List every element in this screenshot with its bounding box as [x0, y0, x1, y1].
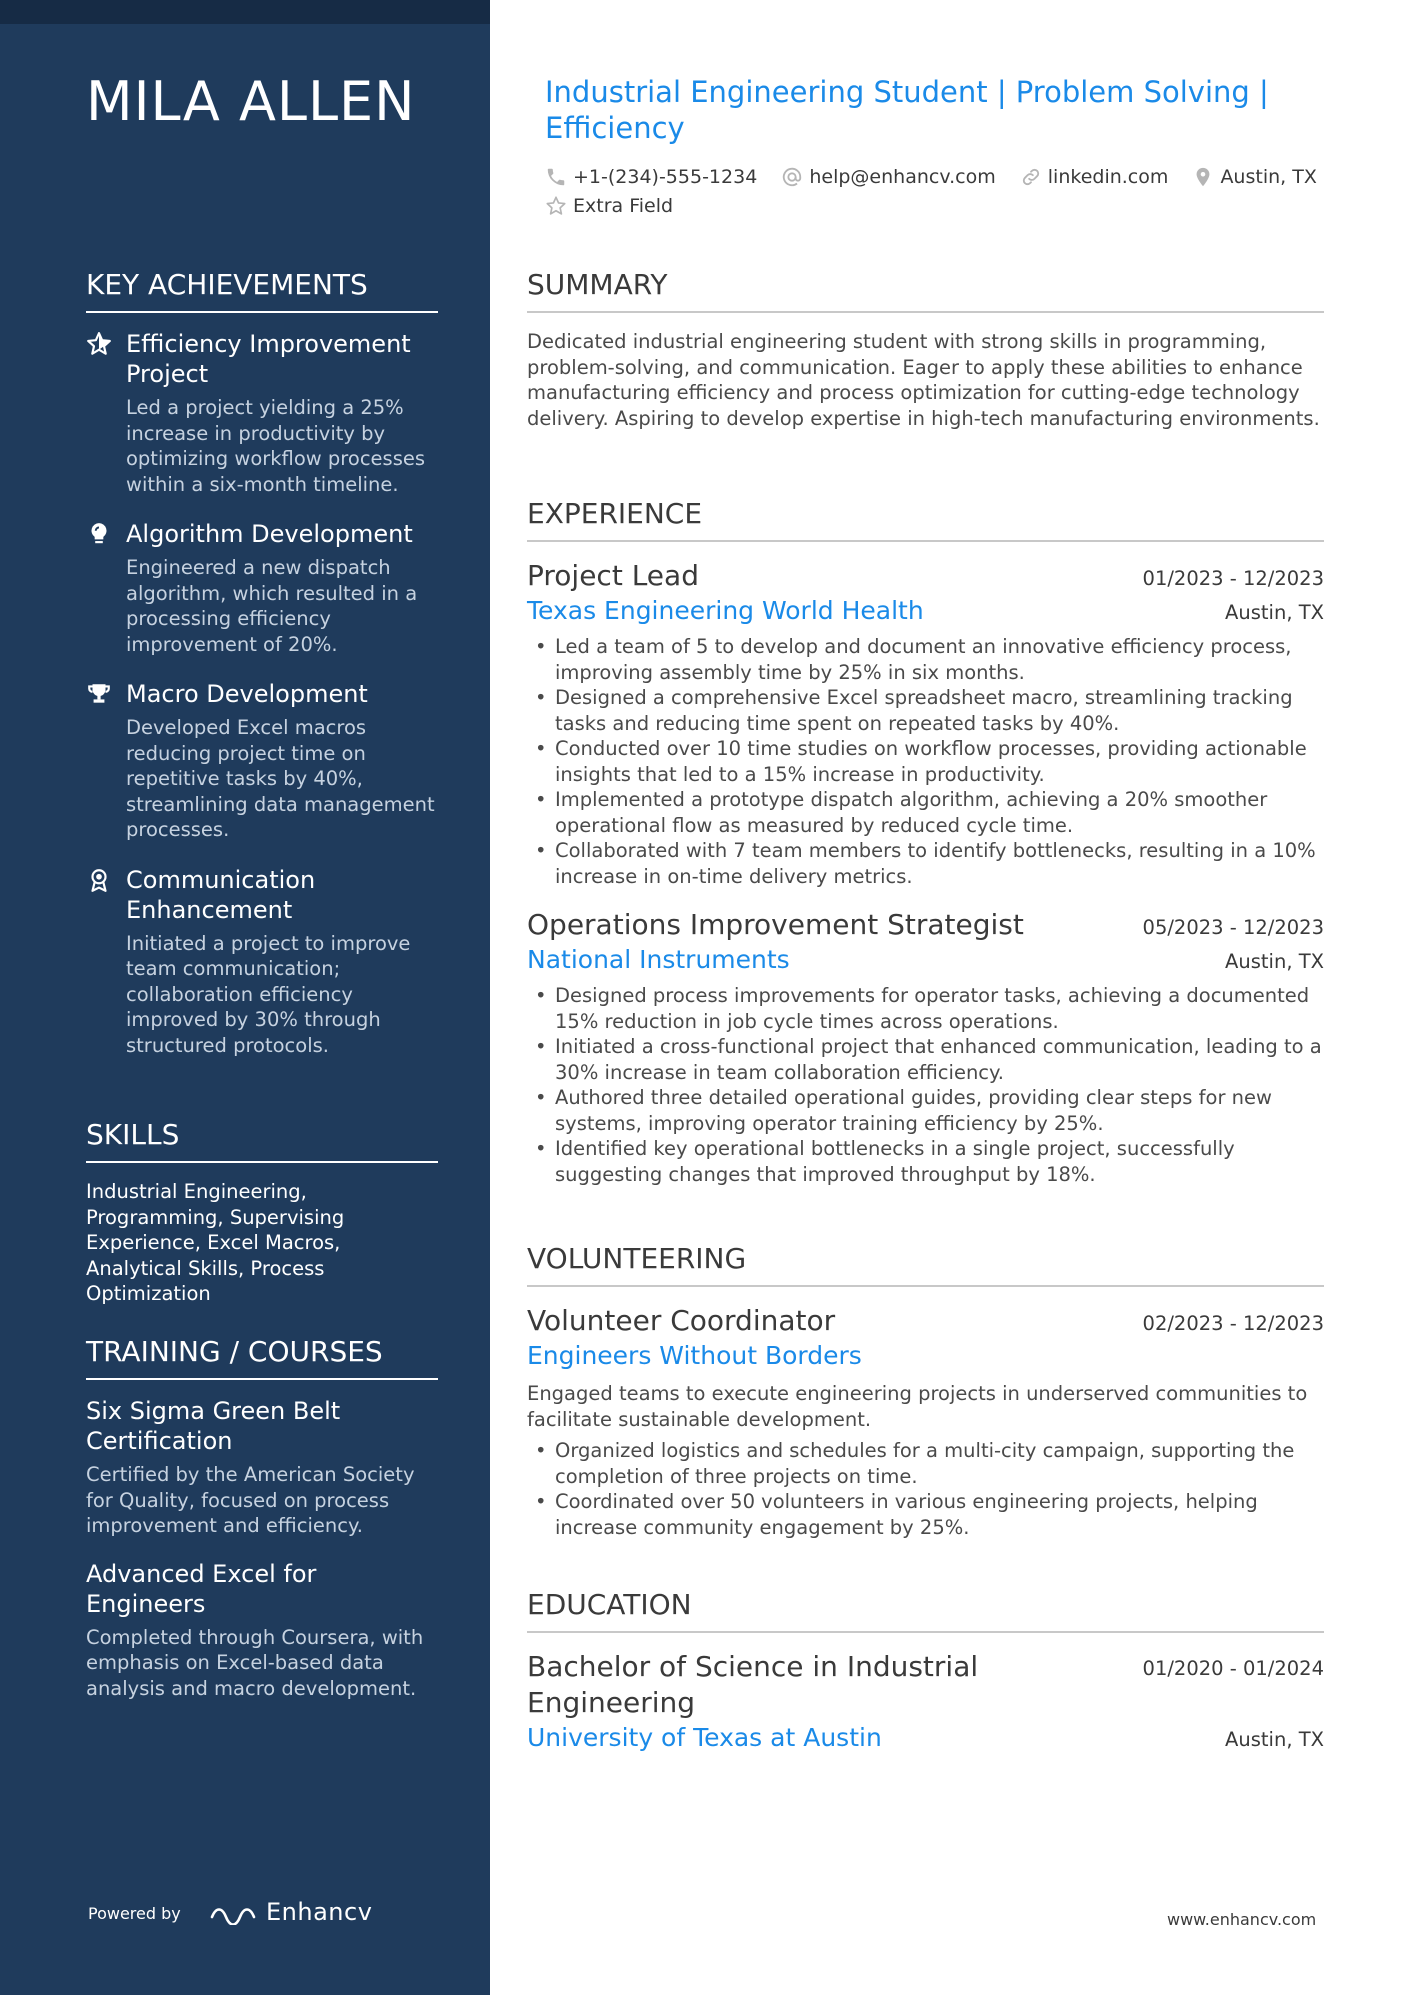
- volunteer-date: 02/2023 - 12/2023: [1142, 1312, 1324, 1335]
- experience-entry: [527, 558, 1324, 889]
- bullet-item: • Designed a comprehensive Excel spreadsheet macro, streamlining tracking tasks and reducing time spent on repeated tasks by 40%.: [527, 685, 1324, 736]
- degree-title: Bachelor of Science in Industrial Engineering: [527, 1650, 979, 1719]
- course-item: [86, 1559, 438, 1702]
- job-bullets: [527, 983, 1324, 1187]
- phone-text: +1-(234)-555-1234: [573, 165, 758, 188]
- bullet-item: • Authored three detailed operational guides, providing clear steps for new systems, improving operator training efficiency by 25%.: [527, 1085, 1324, 1136]
- star-icon: [86, 331, 112, 357]
- achievement-description: Initiated a project to improve team communication; collaboration efficiency improved by 30% through structured protocols.: [126, 931, 411, 1057]
- powered-by-label: Powered by: [88, 1904, 181, 1923]
- bullet-item: • Implemented a prototype dispatch algorithm, achieving a 20% smoother operational flow as measured by reduced cycle time.: [527, 787, 1324, 838]
- bullet-item: • Initiated a cross-functional project that enhanced communication, leading to a 30% increase in team collaboration efficiency.: [527, 1034, 1324, 1085]
- contact-info: [545, 163, 1335, 222]
- email-text: help@enhancv.com: [809, 165, 996, 188]
- trophy-icon: [86, 681, 112, 707]
- skills-heading: SKILLS: [86, 1118, 438, 1163]
- headline: Industrial Engineering Student | Problem Solving | Efficiency: [545, 75, 1269, 145]
- enhancv-logo-text: Enhancv: [266, 1898, 373, 1926]
- course-item: [86, 1396, 438, 1539]
- sidebar-top-bar: [0, 0, 490, 24]
- achievement-description: Led a project yielding a 25% increase in productivity by optimizing workflow processes within a six-month timeline.: [126, 396, 426, 496]
- bullet-item: • Conducted over 10 time studies on workflow processes, providing actionable insights that led to a 15% increase in productivity.: [527, 736, 1324, 787]
- school-name: University of Texas at Austin: [527, 1723, 882, 1752]
- job-location: Austin, TX: [1225, 601, 1324, 624]
- location-text: Austin, TX: [1220, 165, 1317, 188]
- extra-field-text: Extra Field: [573, 195, 674, 217]
- achievement-description: Developed Excel macros reducing project time on repetitive tasks by 40%, streamlining data management processes.: [126, 716, 435, 841]
- medal-icon: [86, 867, 112, 893]
- volunteer-title: Volunteer Coordinator: [527, 1304, 836, 1337]
- bullet-item: • Collaborated with 7 team members to identify bottlenecks, resulting in a 10% increase in on-time delivery metrics.: [527, 838, 1324, 889]
- volunteer-organization: Engineers Without Borders: [527, 1341, 862, 1370]
- at-sign-icon: [781, 166, 803, 188]
- training-section: [86, 1335, 438, 1721]
- sidebar: [0, 0, 490, 1995]
- job-date: 01/2023 - 12/2023: [1142, 567, 1324, 590]
- location-pin-icon: [1192, 166, 1214, 188]
- link-icon: [1020, 166, 1042, 188]
- key-achievements-section: [86, 268, 438, 1080]
- summary-text: Dedicated industrial engineering student with strong skills in programming, problem-solving, and communication. Eager to apply these abilities to enhance manufacturing efficiency and process optimization for cutting-edge technology delivery. Aspiring to develop expertise in high-tech manufacturing environments.: [527, 330, 1320, 430]
- summary-section: [527, 268, 1324, 431]
- volunteering-section: [527, 1242, 1324, 1558]
- volunteering-heading: VOLUNTEERING: [527, 1242, 1324, 1287]
- candidate-name: MILA ALLEN: [86, 70, 416, 133]
- course-description: Certified by the American Society for Quality, focused on process improvement and efficiency.: [86, 1463, 415, 1537]
- job-bullets: [527, 634, 1324, 889]
- bullet-item: • Organized logistics and schedules for a multi-city campaign, supporting the completion of three projects on time.: [527, 1438, 1324, 1489]
- contact-extra: [545, 193, 673, 220]
- enhancv-logo-icon: [208, 1899, 256, 1925]
- phone-icon: [545, 166, 567, 188]
- bullet-item: • Designed process improvements for operator tasks, achieving a documented 15% reduction in job cycle times across operations.: [527, 983, 1324, 1034]
- achievement-item: [86, 519, 438, 657]
- bullet-item: • Identified key operational bottlenecks in a single project, successfully suggesting changes that improved throughput by 18%.: [527, 1136, 1324, 1187]
- achievement-title: Algorithm Development: [126, 520, 413, 548]
- contact-email[interactable]: [781, 163, 995, 190]
- bullet-item: • Coordinated over 50 volunteers in various engineering projects, helping increase community engagement by 25%.: [527, 1489, 1324, 1540]
- volunteer-bullets: [527, 1438, 1324, 1540]
- summary-heading: SUMMARY: [527, 268, 1324, 313]
- course-title: Six Sigma Green Belt Certification: [86, 1397, 341, 1455]
- bullet-item: • Led a team of 5 to develop and document an innovative efficiency process, improving assembly time by 25% in six months.: [527, 634, 1324, 685]
- course-title: Advanced Excel for Engineers: [86, 1559, 317, 1618]
- achievement-title: Communication Enhancement: [126, 865, 316, 924]
- achievement-description: Engineered a new dispatch algorithm, which resulted in a processing efficiency improvement of 20%.: [126, 556, 418, 656]
- education-entry: [527, 1649, 1324, 1755]
- education-date: 01/2020 - 01/2024: [1142, 1657, 1324, 1680]
- key-achievements-heading: KEY ACHIEVEMENTS: [86, 268, 438, 313]
- experience-section: [527, 497, 1324, 1205]
- skills-list: Industrial Engineering, Programming, Supervising Experience, Excel Macros, Analytical Skills, Process Optimization: [86, 1180, 345, 1305]
- experience-heading: EXPERIENCE: [527, 497, 1324, 542]
- contact-linkedin[interactable]: [1020, 163, 1169, 190]
- enhancv-logo: [208, 1898, 372, 1926]
- lightbulb-icon: [86, 521, 112, 547]
- training-heading: TRAINING / COURSES: [86, 1335, 438, 1380]
- achievement-title: Macro Development: [126, 680, 368, 708]
- achievement-title: Efficiency Improvement Project: [126, 330, 411, 388]
- achievement-item: [86, 865, 438, 1059]
- contact-phone: [545, 163, 757, 190]
- education-location: Austin, TX: [1225, 1728, 1324, 1751]
- achievement-item: [86, 329, 438, 497]
- job-title: Operations Improvement Strategist: [527, 908, 1024, 941]
- volunteering-entry: [527, 1303, 1324, 1540]
- job-company: Texas Engineering World Health: [527, 596, 924, 625]
- education-section: [527, 1588, 1324, 1773]
- contact-location: [1192, 163, 1316, 190]
- star-outline-icon: [545, 195, 567, 217]
- job-title: Project Lead: [527, 559, 699, 592]
- skills-section: [86, 1118, 438, 1307]
- achievement-item: [86, 679, 438, 843]
- linkedin-text: linkedin.com: [1047, 165, 1169, 188]
- volunteer-description: Engaged teams to execute engineering projects in underserved communities to facilitate sustainable development.: [527, 1382, 1308, 1431]
- job-company: National Instruments: [527, 945, 790, 974]
- job-location: Austin, TX: [1225, 950, 1324, 973]
- experience-entry: [527, 907, 1324, 1187]
- course-description: Completed through Coursera, with emphasis on Excel-based data analysis and macro development.: [86, 1625, 424, 1700]
- footer-url[interactable]: www.enhancv.com: [1167, 1910, 1317, 1929]
- education-heading: EDUCATION: [527, 1588, 1324, 1633]
- job-date: 05/2023 - 12/2023: [1142, 916, 1324, 939]
